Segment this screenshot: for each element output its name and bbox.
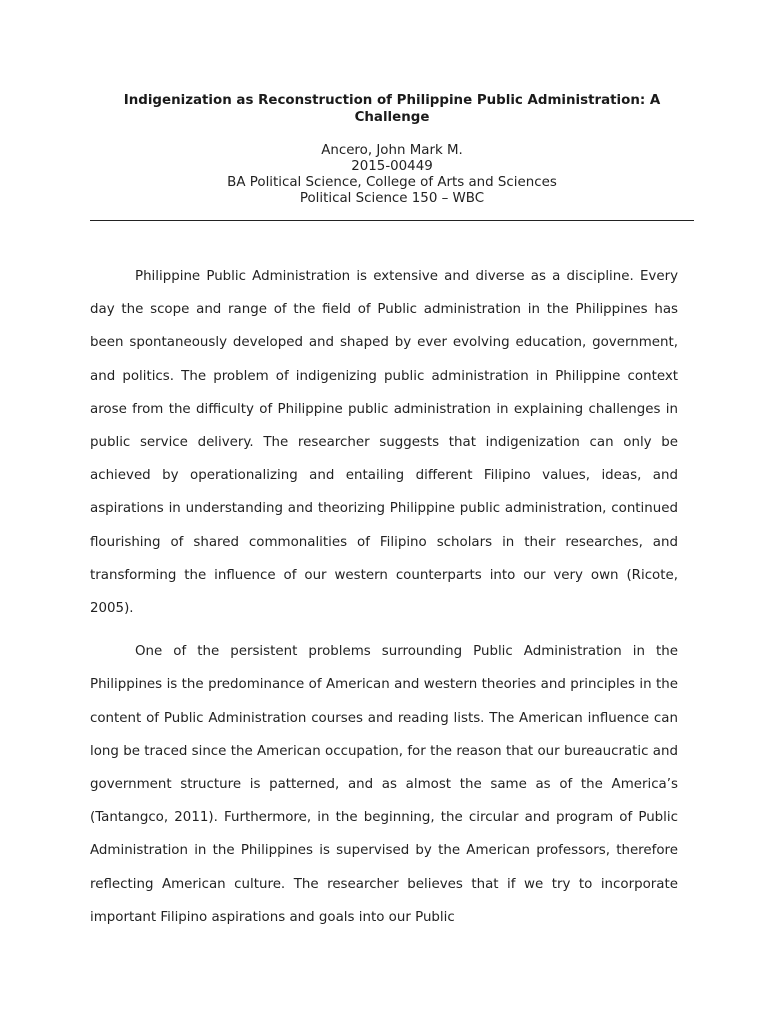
course-line: Political Science 150 – WBC bbox=[299, 191, 485, 206]
document-header bbox=[90, 92, 694, 207]
paragraph: One of the persistent problems surrounding Public Administration in the Philippines is the predominance of American and western theories and principles in the content of Public Administration courses and reading lists. The American influence can long be traced since the American occupation, for the reason that our bureaucratic and government structure is patterned, and as almost the same as of the America’s (Tantangco, 2011). Furthermore, in the beginning, the circular and program of Public Administration in the Philippines is supervised by the American professors, therefore reflecting American culture. The researcher believes that if we try to incorporate important Filipino aspirations and goals into our Public bbox=[90, 644, 678, 925]
program-line: BA Political Science, College of Arts and Sciences bbox=[227, 175, 557, 190]
header-divider bbox=[90, 220, 694, 221]
document-title: Indigenization as Reconstruction of Philippine Public Administration: A Challenge bbox=[123, 93, 661, 125]
author-block bbox=[90, 143, 694, 207]
document-body bbox=[90, 260, 678, 944]
author-name: Ancero, John Mark M. bbox=[321, 143, 463, 158]
student-number: 2015-00449 bbox=[351, 159, 433, 174]
paragraph: Philippine Public Administration is extensive and diverse as a discipline. Every day the scope and range of the field of Public administration in the Philippines has been spontaneously developed and shaped by ever evolving education, government, and politics. The problem of indigenizing public administration in Philippine context arose from the difficulty of Philippine public administration in explaining challenges in public service delivery. The researcher suggests that indigenization can only be achieved by operationalizing and entailing different Filipino values, ideas, and aspirations in understanding and theorizing Philippine public administration, continued flourishing of shared commonalities of Filipino scholars in their researches, and transforming the influence of our western counterparts into our very own (Ricote, 2005). bbox=[90, 269, 678, 617]
